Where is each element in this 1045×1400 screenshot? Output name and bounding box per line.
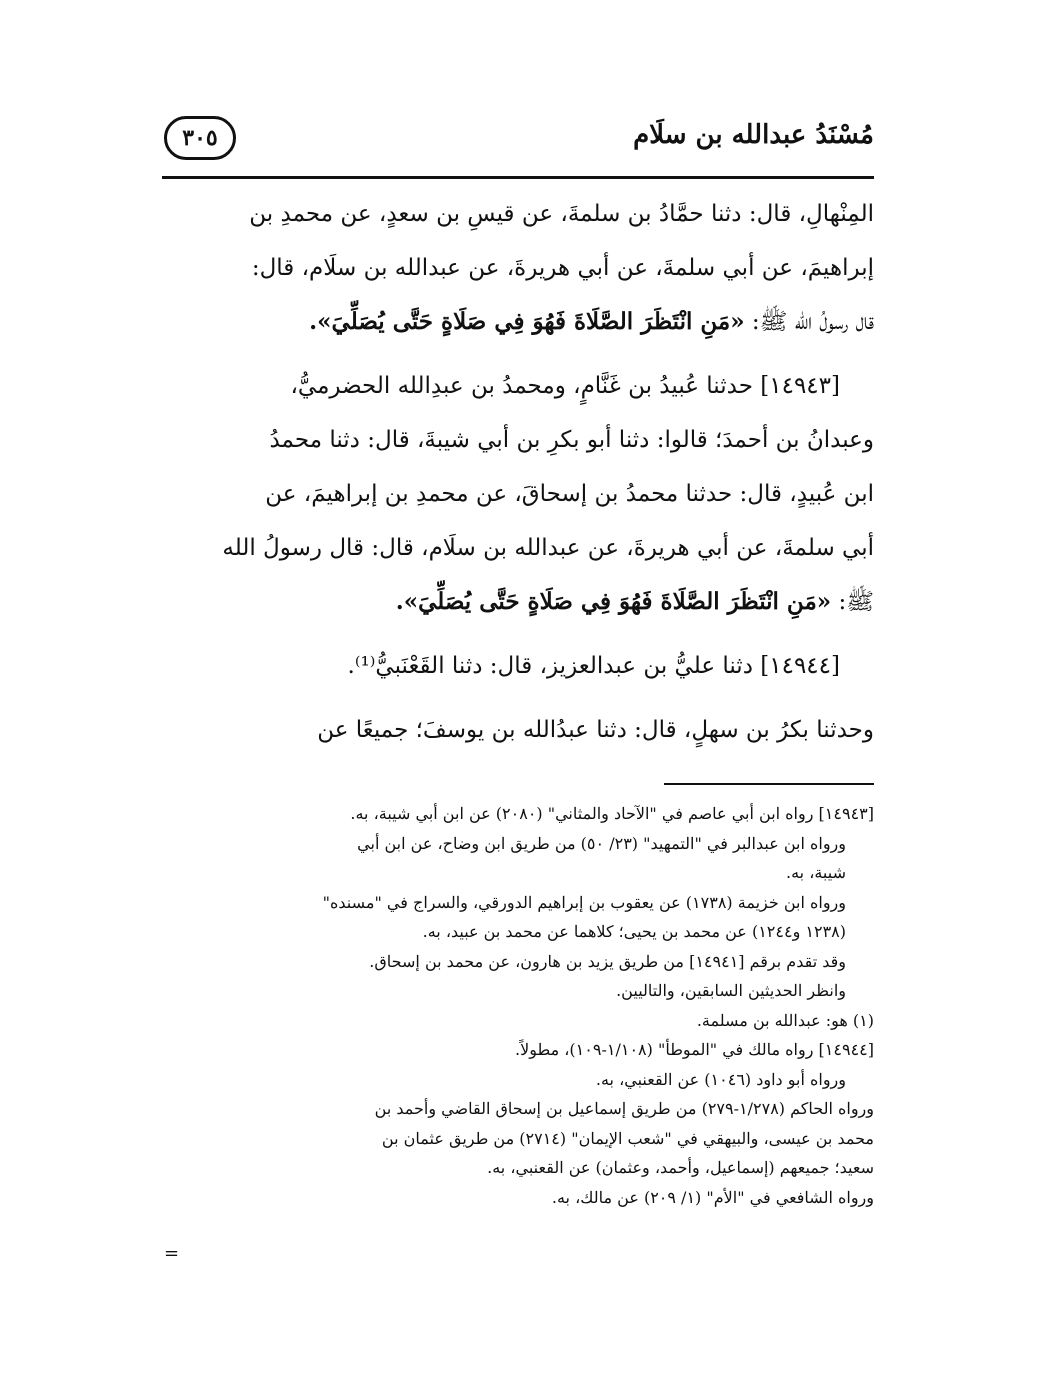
page-header [162,100,874,179]
page-number-badge: ٣٠٥ [164,116,236,160]
text-line: ابن عُبيدٍ، قال: حدثنا محمدُ بن إسحاقَ، عن محمدِ بن إبراهيمَ، عن [265,481,874,507]
main-text [162,187,874,757]
footnote-line: ورواه أبو داود (١٠٤٦) عن القعنبي، به. [595,1069,846,1089]
footnote-line: سعيد؛ جميعهم (إسماعيل، وأحمد، وعثمان) عن القعنبي، به. [487,1158,874,1177]
text-line: وحدثنا بكرُ بن سهلٍ، قال: دثنا عبدُالله بن يوسفَ؛ جميعًا عن [317,717,874,743]
footnotes [162,799,874,1212]
footnote-line: [١٤٩٤٣] رواه ابن أبي عاصم في "الآحاد والمثاني" (٢٠٨٠) عن ابن أبي شيبة، به. [350,804,874,823]
text-line [162,295,874,349]
hadith-quote: «مَنِ انْتَظَرَ الصَّلَاةَ فَهُوَ فِي صَلَاةٍ حَتَّى يُصَلِّيَ». [395,588,832,615]
hadith-quote: «مَنِ انْتَظَرَ الصَّلَاةَ فَهُوَ فِي صَلَاةٍ حَتَّى يُصَلِّيَ». [309,308,745,335]
footnote-line: ورواه ابن عبدالبر في "التمهيد" (٢٣/ ٥٠) من طريق ابن وضاح، عن ابن أبي [357,833,846,853]
text-line: وعبدانُ بن أحمدَ؛ قالوا: دثنا أبو بكرِ بن أبي شيبةَ، قال: دثنا محمدُ [269,427,874,453]
footnote-separator [664,783,874,785]
text-line-intro: ﷺ: [831,589,874,615]
text-line: إبراهيمَ، عن أبي سلمةَ، عن أبي هريرةَ، عن عبدالله بن سلَام، قال: [251,255,874,281]
hadith-entry-heading: [١٤٩٤٤] دثنا عليُّ بن عبدالعزيز، قال: دثنا القَعْنَبيُّ⁽¹⁾. [347,653,840,679]
footnote-line: شيبة، به. [785,863,846,882]
text-line [162,575,874,629]
text-line-intro: قال رسولُ الله ﷺ: [744,309,874,335]
document-page [162,100,874,1360]
footnote-line: ورواه الشافعي في "الأم" (١/ ٢٠٩) عن مالك، به. [551,1187,874,1207]
footnote-line: (١) هو: عبدالله بن مسلمة. [696,1010,874,1030]
footnote-line: وانظر الحديثين السابقين، والتاليين. [616,981,846,1000]
footnote-line: (١٢٣٨ و١٢٤٤) عن محمد بن يحيى؛ كلاهما عن محمد بن عبيد، به. [422,922,846,941]
footnote-line: ورواه الحاكم (١/٢٧٨-٢٧٩) من طريق إسماعيل بن إسحاق القاضي وأحمد بن [374,1099,874,1118]
running-title: مُسْنَدُ عبدالله بن سلَام [633,120,874,150]
continuation-mark: = [164,1243,180,1264]
footnote-line: محمد بن عيسى، والبيهقي في "شعب الإيمان" (٢٧١٤) من طريق عثمان بن [381,1128,874,1148]
text-line: أبي سلمةَ، عن أبي هريرةَ، عن عبدالله بن سلَام، قال: قال رسولُ الله [222,535,874,561]
footnote-line: [١٤٩٤٤] رواه مالك في "الموطأ" (١/١٠٨-١٠٩)، مطولاً. [515,1040,874,1059]
footnote-line: وقد تقدم برقم [١٤٩٤١] من طريق يزيد بن هارون، عن محمد بن إسحاق. [369,951,846,971]
footnote-line: ورواه ابن خزيمة (١٧٣٨) عن يعقوب بن إبراهيم الدورقي، والسراج في "مسنده" [322,892,846,912]
text-line: المِنْهالِ، قال: دثنا حمَّادُ بن سلمةَ، عن قيسِ بن سعدٍ، عن محمدِ بن [249,201,874,227]
hadith-entry-heading: [١٤٩٤٣] حدثنا عُبيدُ بن غَنَّامٍ، ومحمدُ بن عبدِالله الحضرميُّ، [290,373,840,399]
